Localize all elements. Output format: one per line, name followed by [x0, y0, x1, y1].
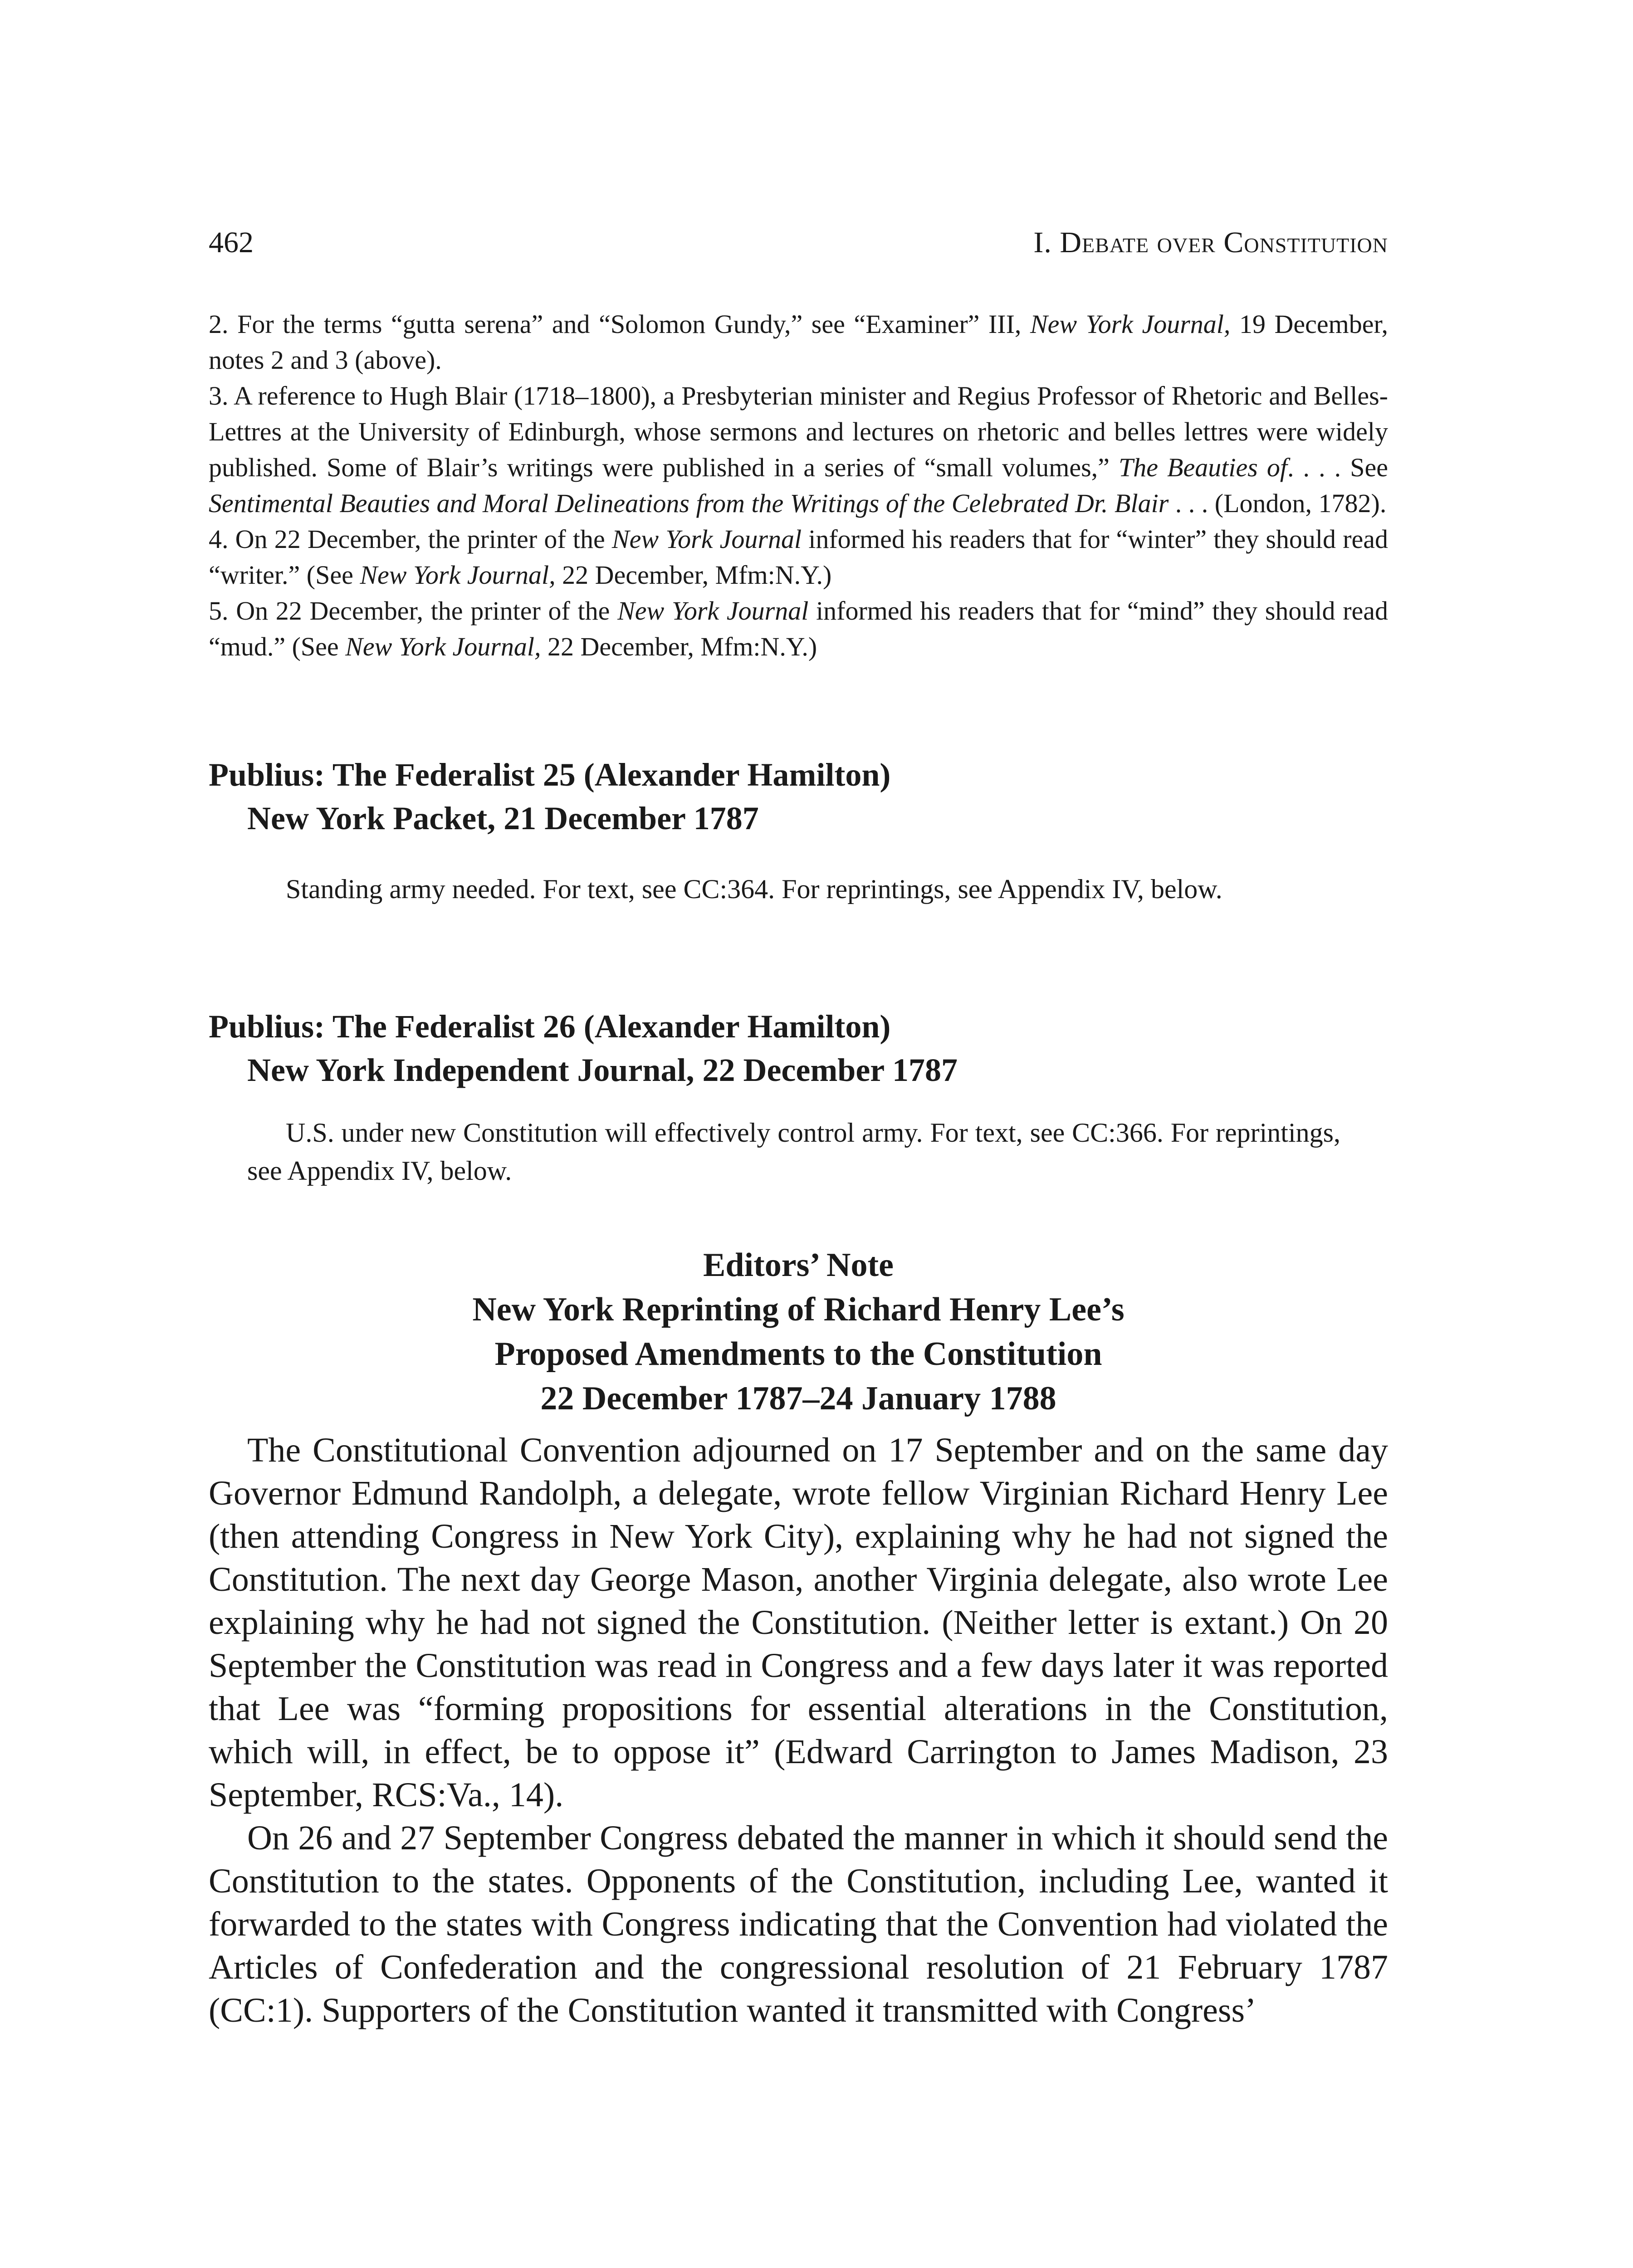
endnote-text: 4. On 22 December, the printer of the: [209, 524, 612, 554]
editors-note-paragraph-1: The Constitutional Convention adjourned on 17 September and on the same day Governor Edmund Randolph, a delegate, wrote fellow Virginian Richard Henry Lee (then attending Congress in New York City), explaining why he had not signed the Constitution. The next day George Mason, another Virginia delegate, also wrote Lee explaining why he had not signed the Constitution. (Neither letter is extant.) On 20 September the Constitution was read in Congress and a few days later it was reported that Lee was “forming propositions for essential alterations in the Constitution, which will, in effect, be to oppose it” (Edward Carrington to James Madison, 23 September, RCS:Va., 14).: [209, 1431, 1388, 1814]
endnote-italic-text: The Beauties of: [1118, 453, 1287, 482]
federalist-26-heading: [209, 1005, 1388, 1092]
federalist-25-summary: Standing army needed. For text, see CC:364. For reprintings, see Appendix IV, below.: [286, 874, 1222, 904]
editors-note-heading: [209, 1243, 1388, 1421]
endnote-4: [209, 521, 1388, 593]
endnote-text: 3. A reference to Hugh Blair (1718–1800), a Presbyterian minister and Regius Professor of Rhetoric and Belles-Lettres at the University of Edinburgh, whose sermons and lectures on rhetoric and belles lettres were widely published. Some of Blair’s writings were published in a series of “small volumes,”: [209, 381, 1388, 482]
endnote-italic-text: New York Journal,: [345, 632, 541, 661]
federalist-25-heading: [209, 753, 1388, 840]
federalist-26-title: Publius: The Federalist 26 (Alexander Hamilton): [209, 1008, 891, 1045]
endnote-text: 5. On 22 December, the printer of the: [209, 596, 618, 626]
page-number: 462: [209, 226, 254, 259]
endnotes: [209, 306, 1388, 665]
endnote-text: 19 December, notes 2 and 3 (above).: [209, 309, 1389, 375]
federalist-26-summary-block: [247, 1114, 1340, 1190]
endnote-3: [209, 378, 1388, 521]
running-title: I. Debate over Constitution: [1033, 226, 1388, 259]
federalist-25-source: New York Packet, 21 December 1787: [247, 800, 759, 836]
endnote-text: . . . (London, 1782).: [1169, 489, 1387, 518]
editors-note-label: Editors’ Note: [703, 1246, 894, 1284]
federalist-26-summary: U.S. under new Constitution will effectively control army. For text, see CC:366. For reprintings, see Appendix IV, below.: [247, 1118, 1340, 1186]
endnote-text: . . . . See: [1287, 453, 1388, 482]
editors-note-body: [209, 1429, 1388, 2032]
endnote-text: informed his readers that for “mind” they should read “mud.” (See: [209, 596, 1389, 661]
endnote-text: 22 December, Mfm:N.Y.): [555, 560, 832, 590]
running-head: [209, 222, 1388, 263]
endnote-5: [209, 593, 1388, 665]
endnote-italic-text: New York Journal,: [1030, 309, 1231, 339]
endnote-text: 22 December, Mfm:N.Y.): [541, 632, 817, 661]
endnote-italic-text: New York Journal: [617, 596, 809, 626]
federalist-26-source: New York Independent Journal, 22 December 1787: [247, 1052, 958, 1088]
editors-note-dates: 22 December 1787–24 January 1788: [540, 1380, 1056, 1417]
editors-note-title-line1: New York Reprinting of Richard Henry Lee’s: [472, 1291, 1125, 1328]
editors-note-paragraph-2: On 26 and 27 September Congress debated the manner in which it should send the Constitution to the states. Opponents of the Constitution, including Lee, wanted it forwarded to the states with Congress indicating that the Convention had violated the Articles of Confederation and the congressional resolution of 21 February 1787 (CC:1). Supporters of the Constitution wanted it transmitted with Congress’: [209, 1819, 1388, 2029]
endnote-text: 2. For the terms “gutta serena” and “Solomon Gundy,” see “Examiner” III,: [209, 309, 1030, 339]
federalist-25-summary-block: [247, 870, 1340, 908]
endnote-text: informed his readers that for “winter” they should read “writer.” (See: [209, 524, 1389, 590]
editors-note-title-line2: Proposed Amendments to the Constitution: [494, 1335, 1102, 1373]
endnote-italic-text: Sentimental Beauties and Moral Delineations from the Writings of the Celebrated Dr. Blair: [209, 489, 1169, 518]
endnote-italic-text: New York Journal: [611, 524, 802, 554]
federalist-25-title: Publius: The Federalist 25 (Alexander Hamilton): [209, 757, 891, 793]
endnote-2: [209, 306, 1388, 378]
endnote-italic-text: New York Journal,: [360, 560, 556, 590]
